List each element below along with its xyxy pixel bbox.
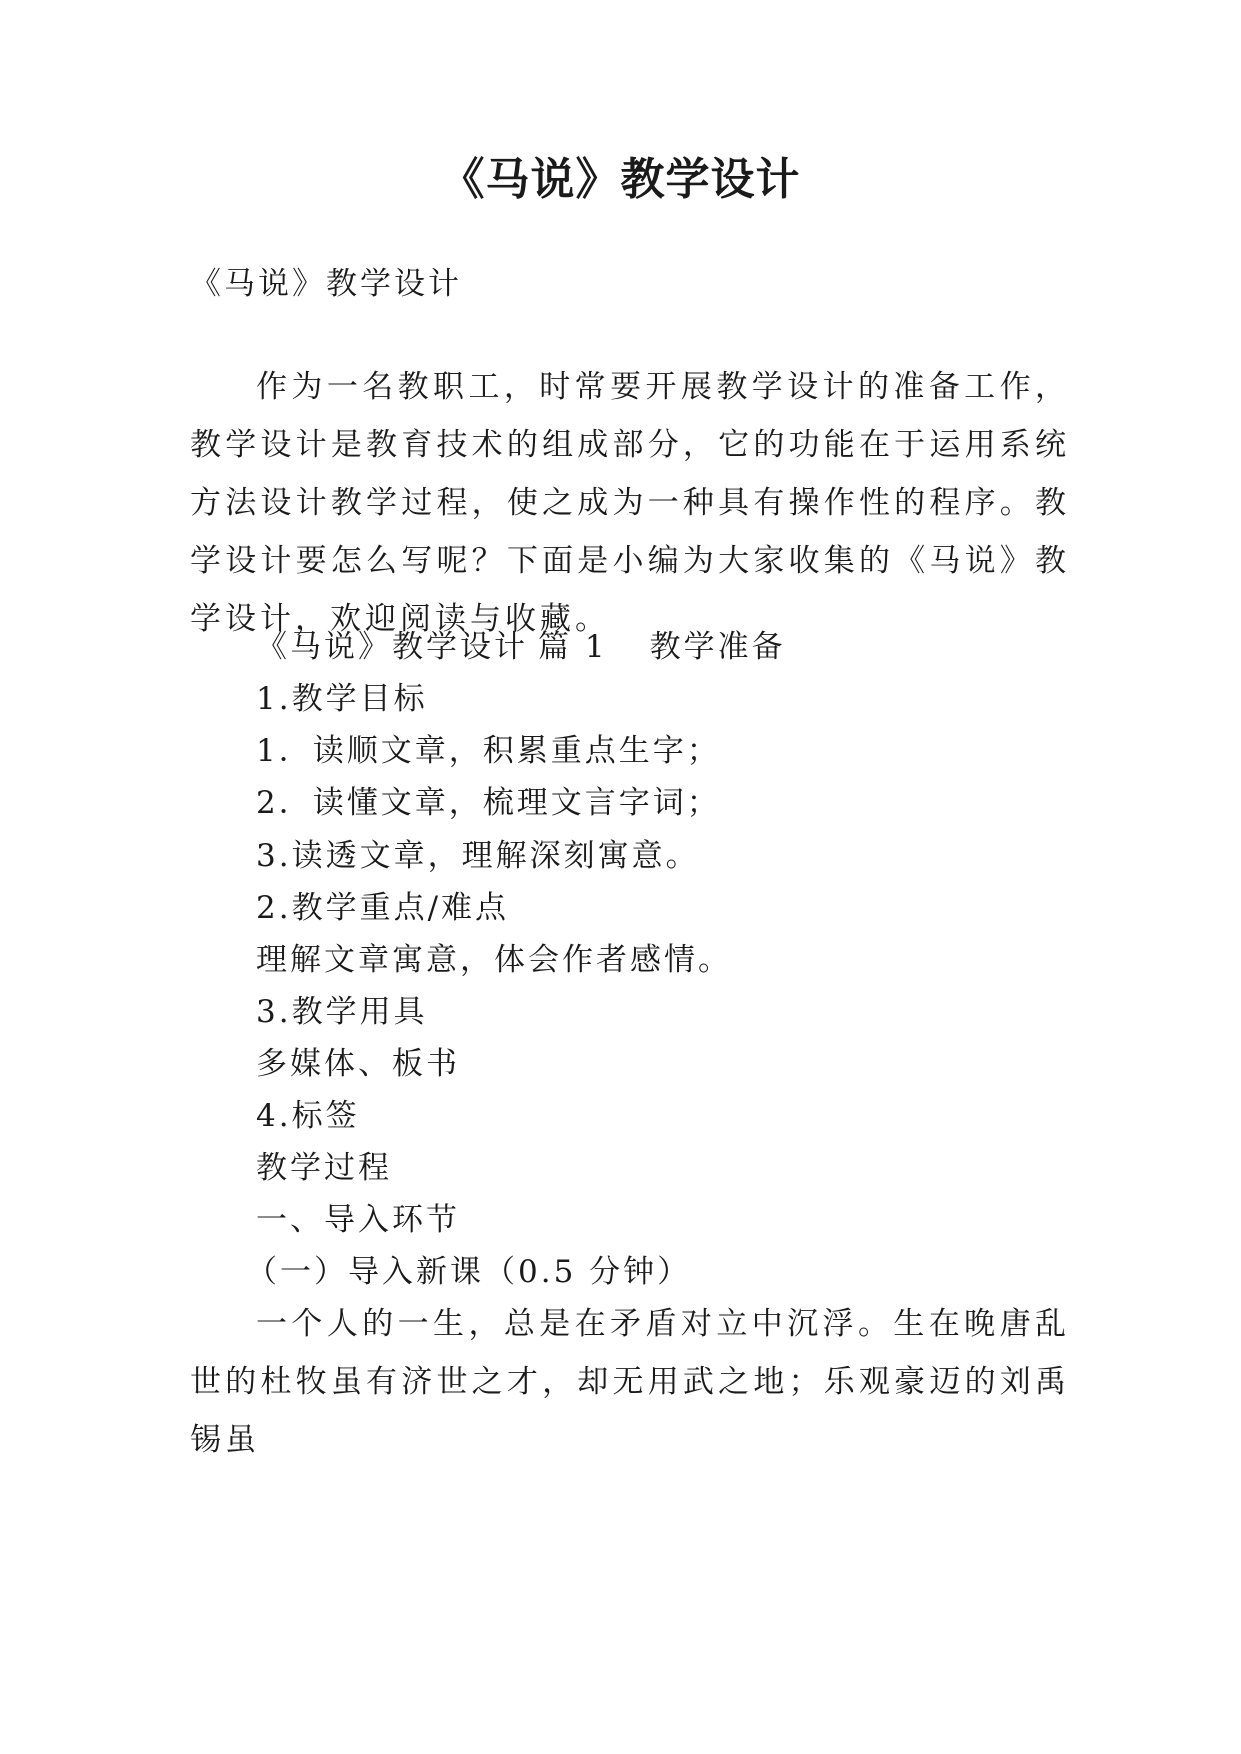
section-heading xyxy=(256,627,786,667)
section-heading-part: 篇 1 xyxy=(538,629,608,665)
list-item: 一、导入环节 xyxy=(256,1202,460,1238)
list-item: 1.教学目标 xyxy=(256,681,428,717)
list-item: 2．读懂文章，梳理文言字词； xyxy=(256,785,721,821)
list-item: 1．读顺文章，积累重点生字； xyxy=(256,733,721,769)
list-item: 3.教学用具 xyxy=(256,994,428,1030)
list-item: 理解文章寓意，体会作者感情。 xyxy=(256,942,732,978)
closing-paragraph: 一个人的一生，总是在矛盾对立中沉浮。生在晚唐乱世的杜牧虽有济世之才，却无用武之地；乐观豪迈的刘禹锡虽 xyxy=(190,1306,1070,1458)
document-title: 《马说》教学设计 xyxy=(440,154,801,205)
section-heading-label: 教学准备 xyxy=(649,629,786,665)
list-item: 4.标签 xyxy=(256,1098,360,1134)
list-item: 3.读透文章，理解深刻寓意。 xyxy=(256,838,700,874)
section-heading-name: 《马说》教学设计 xyxy=(256,629,528,665)
list-item: 2.教学重点/难点 xyxy=(256,890,510,926)
document-subtitle: 《马说》教学设计 xyxy=(190,266,462,302)
list-item: （一）导入新课（0.5 分钟） xyxy=(246,1254,692,1290)
list-item: 教学过程 xyxy=(256,1150,392,1186)
list-item: 多媒体、板书 xyxy=(256,1046,460,1082)
intro-paragraph: 作为一名教职工，时常要开展教学设计的准备工作，教学设计是教育技术的组成部分，它的功能在于运用系统方法设计教学过程，使之成为一种具有操作性的程序。教学设计要怎么写呢？下面是小编为大家收集的《马说》教学设计，欢迎阅读与收藏。 xyxy=(190,369,1070,637)
